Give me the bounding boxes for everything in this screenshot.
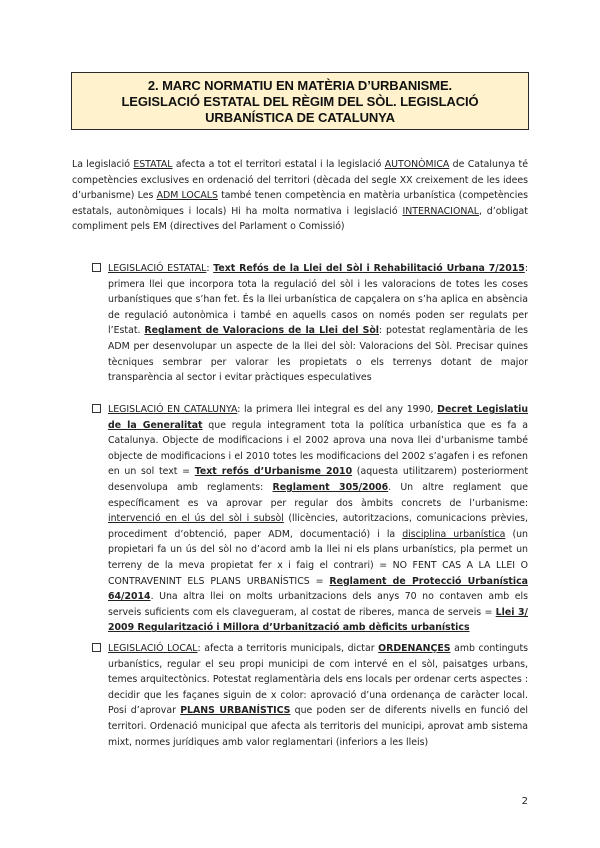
intro-term-autonomica: AUTONÒMICA <box>384 159 450 170</box>
intro-text: de Catalunya té competències exclusives en ordenació del territori (dècada del segle XX creixement de les idees d’urbanisme) Les <box>72 159 528 202</box>
item-label: LEGISLACIÓ EN CATALUNYA <box>108 404 238 415</box>
item-text: (aquesta utilitzarem) posteriorment desenvolupa amb reglaments: <box>108 466 528 493</box>
intro-paragraph <box>72 157 528 235</box>
list-item-text <box>108 641 528 750</box>
title-line-2: LEGISLACIÓ ESTATAL DEL RÈGIM DEL SÒL. LEGISLACIÓ <box>121 94 479 109</box>
underlined-term: disciplina urbanística <box>402 528 506 540</box>
intro-text: afecta a tot el territori estatal i la legislació <box>172 159 385 170</box>
item-text: : afecta a territoris municipals, dictar <box>197 643 379 654</box>
checkbox-icon <box>92 643 101 652</box>
checkbox-icon <box>92 263 101 272</box>
law-reference: Decret Legislatiu de la Generalitat <box>108 404 528 431</box>
list-item-text <box>108 402 528 636</box>
item-text: amb continguts urbanístics, regular el seu propi municipi de com intervé en el sòl, paisatges urbans, temes arquitectònics. Potestat reglamentària dels ens locals per ordenar certs aspectes : decidir que les façanes siguin de x color: aprovació d’una ordenança de caràcter local. Posi d’aprovar <box>108 643 528 717</box>
item-text: : <box>206 263 214 274</box>
intro-term-estatal: ESTATAL <box>133 159 173 170</box>
item-text: : primera llei que incorpora tota la regulació del sòl i les valoracions de totes les coses urbanístiques que s’han fet. És la llei urbanística de capçalera on s’ha aplica en absència de regulació autonòmica i també en aquells casos on només poden ser regulats per l’Estat. <box>108 263 528 337</box>
law-reference: Reglament de Protecció Urbanística 64/2014 <box>108 575 528 603</box>
list-item-legislacio-local <box>92 641 528 750</box>
law-reference: Text refós d’Urbanisme 2010 <box>194 466 353 478</box>
item-text: que regula integrament tota la política urbanística que es fa a Catalunya. Objecte de modificacions i el 2002 aprova una nova llei d’urbanisme també objecte de modificacions i el 2010 totes les modificacions del 2002 s’agafen i es refonen en un sol text = <box>108 419 529 478</box>
checkbox-icon <box>92 404 101 413</box>
intro-text: La legislació <box>72 159 134 170</box>
list-item-legislacio-estatal <box>92 261 528 386</box>
title-line-3: URBANÍSTICA DE CATALUNYA <box>205 110 395 125</box>
list-item-text <box>108 261 528 386</box>
underlined-term: intervenció en el ús del sòl i subsòl <box>108 513 284 525</box>
item-text: (llicències, autoritzacions, comunicacions prèvies, procediment d’obtenció, paper ADM, documentació) i la <box>108 513 528 540</box>
item-text: : la primera llei integral es del any 1990, <box>237 404 438 415</box>
page-number: 2 <box>521 796 528 807</box>
law-reference: Text Refós de la Llei del Sòl i Rehabilitació Urbana 7/2015 <box>213 263 525 274</box>
intro-text: també tenen competència en matèria urbanística (competències estatals, autonòmiques i locals) Hi ha molta normativa i legislació <box>72 190 528 217</box>
intro-term-adm-locals: ADM LOCALS <box>156 190 218 202</box>
list-item-legislacio-catalunya <box>92 402 528 636</box>
item-label: LEGISLACIÓ ESTATAL <box>108 263 207 274</box>
item-text: . Un altre reglament que específicament es va aprovar per regular dos àmbits concrets de l’urbanisme: <box>108 481 528 509</box>
item-label: LEGISLACIÓ LOCAL <box>108 643 198 654</box>
section-title-box <box>71 72 529 130</box>
law-reference: PLANS URBANÍSTICS <box>180 705 291 717</box>
item-text: (un propietari fa un ús del sòl no d’acord amb la llei ni els plans urbanístics, pla permet un terreny de la meva propietat fer x i faig el contrari) = NO FENT CAS A LA LLEI O CONTRAVENINT ELS PLANS URBANÍSTICS = <box>108 528 529 587</box>
law-reference: ORDENANÇES <box>378 643 451 654</box>
law-reference: Reglament de Valoracions de la Llei del Sòl <box>144 325 379 337</box>
item-text: . Una altra llei on molts urbanitzacions dels anys 70 no contaven amb els serveis suficients com els clavegueram, al costat de riberes, manca de serveis = <box>108 591 528 618</box>
title-line-1: 2. MARC NORMATIU EN MATÈRIA D’URBANISME. <box>147 78 453 93</box>
intro-text: , d’obligat compliment pels EM (directives del Parlament o Comissió) <box>72 205 528 233</box>
item-text: que poden ser de diferents nivells en funció del territori. Ordenació municipal que afecta als territoris del municipi, aprovat amb sistema mixt, normes jurídiques amb valor reglamentari (inferiors a les lleis) <box>108 705 528 748</box>
law-reference: Reglament 305/2006 <box>272 481 389 493</box>
intro-term-internacional: INTERNACIONAL <box>402 205 479 217</box>
law-reference: Llei 3/ 2009 Regularització i Millora d’Urbanització amb dèficits urbanístics <box>108 606 528 634</box>
item-text: : potestat reglamentària de les ADM per desenvolupar un aspecte de la llei del sòl: Valoracions del Sòl. Precisar quines tècniques sembrar per valorar les propietats o els terrenys dotant de major transparència al sector i evitar pràctiques especulatives <box>108 325 528 384</box>
